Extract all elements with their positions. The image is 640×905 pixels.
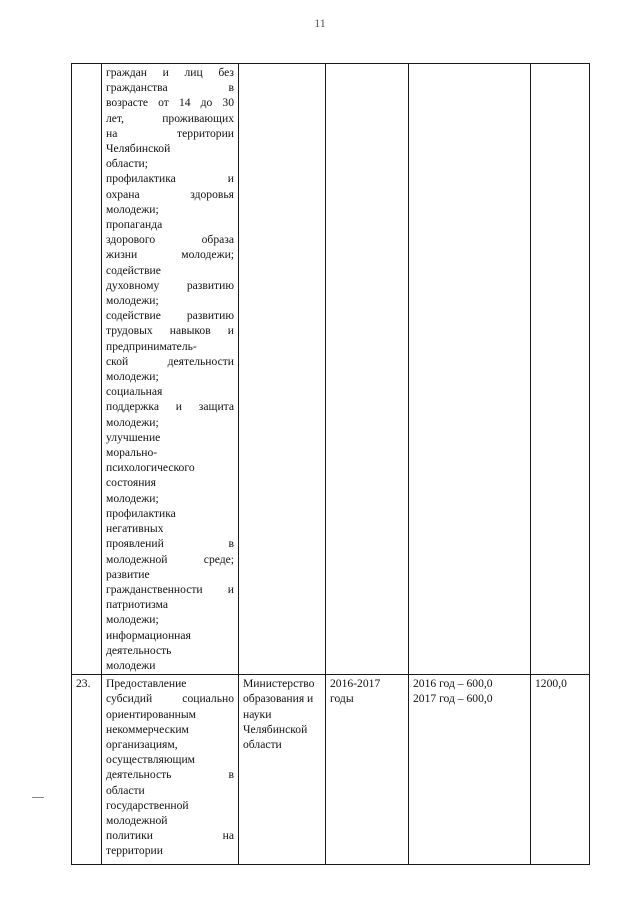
description-line: субсидий социально xyxy=(106,692,234,706)
cell-description xyxy=(102,675,239,865)
description-line: политики на xyxy=(106,829,234,843)
description-line: предприниматель- xyxy=(106,339,197,353)
description-line: молодежи; xyxy=(106,415,159,429)
table-row-continued xyxy=(72,64,590,675)
period-line: 2016-2017 xyxy=(330,677,381,691)
description-line: государственной xyxy=(106,798,189,812)
description-line: проявлений в xyxy=(106,537,234,551)
margin-mark xyxy=(32,797,44,798)
description-line: негативных xyxy=(106,522,164,536)
description-line: граждан и лиц без xyxy=(106,66,234,79)
executor-line: Министерство xyxy=(243,677,315,691)
description-line: содействие xyxy=(106,263,161,277)
description-line: морально- xyxy=(106,446,158,460)
description-line: молодежи; xyxy=(106,202,159,216)
description-line: содействие развитию xyxy=(106,309,234,323)
description-line: возрасте от 14 до 30 xyxy=(106,96,234,110)
executor-line: образования и xyxy=(243,692,314,706)
measures-table xyxy=(71,63,590,865)
description-line: профилактика и xyxy=(106,172,234,186)
description-line: гражданства в xyxy=(106,81,234,95)
description-line: духовному развитию xyxy=(106,278,234,292)
description-line: информационная xyxy=(106,628,191,642)
description-line: осуществляющим xyxy=(106,753,196,767)
cell-total: 1200,0 xyxy=(531,675,590,865)
page-number: 11 xyxy=(314,16,326,30)
description-line: лет, проживающих xyxy=(106,111,234,125)
description-line: молодежи; xyxy=(106,613,159,627)
description-line: Челябинской xyxy=(106,142,171,156)
cell-period xyxy=(326,675,409,865)
description-line: молодежи xyxy=(106,658,156,672)
executor-line: науки xyxy=(243,707,272,721)
description-line: патриотизма xyxy=(106,598,168,612)
cell-description xyxy=(102,64,239,675)
description-line: здорового образа xyxy=(106,233,234,247)
description-line: молодежи; xyxy=(106,370,159,384)
description-line: психологического xyxy=(106,461,195,475)
description-line: молодежной среде; xyxy=(106,552,234,566)
table-row-23 xyxy=(72,675,590,865)
description-line: ской деятельности xyxy=(106,354,234,368)
cell-period xyxy=(326,64,409,675)
description-line: деятельность в xyxy=(106,768,234,782)
executor-line: Челябинской xyxy=(243,722,308,736)
description-line: трудовых навыков и xyxy=(106,324,234,338)
description-line: деятельность xyxy=(106,643,172,657)
description-line: молодежи; xyxy=(106,294,159,308)
description-line: области; xyxy=(106,157,148,171)
period-line: годы xyxy=(330,692,354,706)
description-line: улучшение xyxy=(106,430,161,444)
description-line: молодежи; xyxy=(106,491,159,505)
description-line: жизни молодежи; xyxy=(106,248,234,262)
description-line: Предоставление xyxy=(106,677,187,691)
description-line: профилактика xyxy=(106,506,176,520)
cell-funding xyxy=(409,64,531,675)
cell-funding xyxy=(409,675,531,865)
cell-number xyxy=(72,64,102,675)
funding-line: 2017 год – 600,0 xyxy=(413,692,493,706)
description-line: молодежной xyxy=(106,813,168,827)
description-line: территории xyxy=(106,844,163,858)
executor-line: области xyxy=(243,737,282,751)
description-line: социальная xyxy=(106,385,163,399)
description-line: области xyxy=(106,783,145,797)
cell-total xyxy=(531,64,590,675)
cell-executor xyxy=(239,64,326,675)
description-line: на территории xyxy=(106,126,234,140)
funding-line: 2016 год – 600,0 xyxy=(413,677,493,691)
description-line: некоммерческим xyxy=(106,722,189,736)
cell-executor xyxy=(239,675,326,865)
description-line: организациям, xyxy=(106,737,178,751)
description-line: состояния xyxy=(106,476,156,490)
description-line: гражданственности и xyxy=(106,582,234,596)
description-line: пропаганда xyxy=(106,218,163,232)
cell-number: 23. xyxy=(72,675,102,865)
description-line: поддержка и защита xyxy=(106,400,234,414)
description-line: ориентированным xyxy=(106,707,197,721)
description-line: развитие xyxy=(106,567,150,581)
description-line: охрана здоровья xyxy=(106,187,234,201)
